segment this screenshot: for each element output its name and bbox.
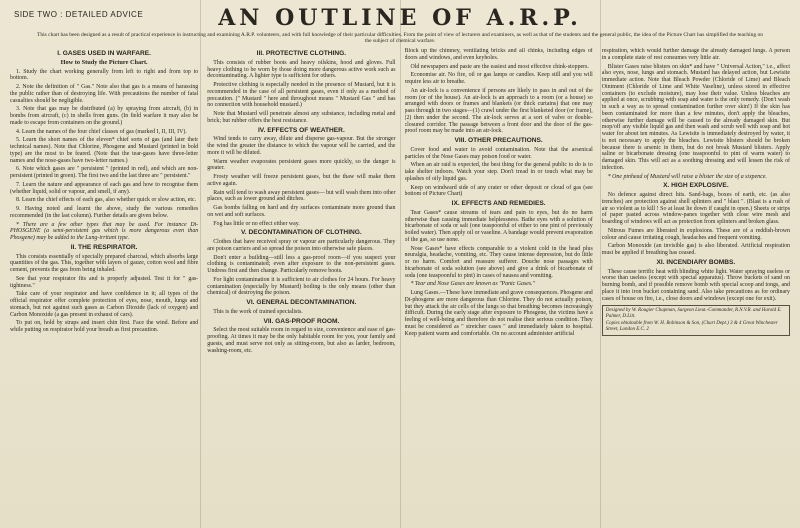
footnote: * One pinhead of Mustard will raise a blister the size of a sixpence. — [607, 173, 767, 180]
paragraph: Cover food and water to avoid contamination. Note that the arsenical particles of the Nose Gases may poison food or water. — [404, 146, 593, 160]
footnote: * There are a few other types that may be used. For instance Di-PHOSGENE (a semi-persistent gas which is more dangerous even than Phosgene) may be added to the Lung-irritant type. — [10, 221, 199, 241]
paragraph: Note that Mustard will penetrate almost any substance, including metal and brick; but rubber offers the best resistance. — [207, 111, 396, 124]
page-title: AN OUTLINE OF A.R.P. — [218, 5, 582, 31]
paragraph: 5. Learn the short names of the eleven* chief sorts of gas (and later their technical names). Note that Chlorine, Phosgene and Mustard (printed in bold type) are the most to be feared. (Note that the tear-gases have three-letter names and the nose-gases have two-letter names.) — [10, 137, 199, 164]
section-heading: XI. INCENDIARY BOMBS. — [656, 258, 736, 266]
section-heading: V. DECONTAMINATION OF CLOTHING. — [240, 229, 362, 237]
paragraph: 8. Learn the chief effects of each gas, also whether quick or slow action, etc. — [16, 197, 197, 204]
credits-box — [602, 305, 790, 336]
paragraph: Tear Gases* cause streams of tears and pain to eyes, but do no harm otherwise than causing immediate helplessness. Bathe eyes with a solution of bicarbonate of soda or salt (one teaspoonful of either to one pint of previously boiled water). Then apply oil or vaseline. A bandage would prevent evaporation of the gas, so use none. — [404, 209, 593, 243]
paragraph: This consists of rubber boots and heavy oilskins, hood and gloves. Full heavy clothing to be worn by those doing more dangerous active work such as decontaminating. A lighter type is sufficient for others. — [207, 59, 396, 80]
paragraph: An air-lock is a convenience if persons are likely to pass in and out of the room (or of the house). An air-lock is an approach to a room (or a house) so arranged with doors or frames and blankets (or thick curtains) that one may pass through in two stages—(1) crawl under the first blanketed door (or frame), (2) then under the second. The air-lock serves at a sort of valve or double-closured corridor. The passage between a front door and the door of the gas-proof room may be made into an air-lock. — [404, 87, 593, 135]
paragraph: 7. Learn the nature and appearance of each gas and how to recognise them (whether liquid, solid or vapour, and smell, if any). — [10, 181, 199, 195]
paragraph: See that your respirator fits and is properly adjusted. Test it for " gas-tightness." — [10, 275, 199, 289]
paragraph: Old newspapers and paste are the easiest and most effective chink-stoppers. — [410, 63, 589, 70]
footnote: * Tear and Nose Gases are known as "Panic Gases." — [410, 281, 536, 288]
paragraph: Frosty weather will freeze persistent gases, but the thaw will make them active again. — [207, 174, 396, 187]
paragraph: Warm weather evaporates persistent gases more quickly, so the danger is greater. — [207, 158, 396, 172]
side-label: SIDE TWO : DETAILED ADVICE — [14, 10, 144, 19]
paragraph: For light contamination it is sufficient to air clothes for 24 hours. For heavy contamination (especially by Mustard) boiling is the only means (other than chemical) of destroying the poison. — [207, 276, 396, 297]
paragraph: Don't enter a building—still less a gas-proof room—if you suspect your clothing is contaminated; even after exposure to the non-persistent gases. Undress first and then change. Particularly remove boots. — [207, 254, 396, 274]
paragraph: Wind tends to carry away, dilute and disperse gas-vapour. But the stronger the wind the greater the distance to which the vapour will be carried, and the more it will be diluted. — [207, 136, 396, 156]
paragraph: Rain will tend to wash away persistent gases— but will wash them into other places, such as lower ground and ditches. — [207, 189, 396, 203]
paragraph: This consists essentially of specially prepared charcoal, which absorbs large quantities of the gas. This, together with layers of gauze, cotton wool and fibre cement, prevents the gas from being inhaled. — [10, 253, 199, 273]
paragraph: 6. Note which gases are " persistent " (printed in red), and which are non-persistent (printed in green). The first two and the last three are " persistent." — [10, 166, 199, 179]
paragraph: Nitrous Fumes are liberated in explosions. These are of a reddish-brown colour and cause irritating cough, headaches and frequent vomiting. — [601, 227, 790, 241]
section-heading: VII. GAS-PROOF ROOM. — [263, 317, 340, 325]
paragraph: 3. Note that gas may be distributed (a) by spraying from aircraft, (b) in bombs from aircraft, (c) in shells from guns. (In field warfare it may also be made to escape from containers on the ground.) — [10, 106, 199, 126]
paragraph: Blister Gases raise blisters on skin* and have " Universal Action," i.e., affect also eyes, nose, lungs and stomach. Mustard has delayed action, but Lewisite immediate action. Note that Bleach Powder (Chloride of Lime) and Bleach Ointment (Chloride of Lime and White Vaseline), unless stored in effective containers (to exclude moisture), may lose their value. Unless bleaches are applied at once, scrubbing with soap and water is the only remedy. (Don't wash in such a way as to spread contamination further over skin!) If the skin has been contaminated for more than a few minutes, don't apply the bleaches, otherwise further damage will be caused to the already damaged skin. But mop/off any visible liquid gas and then wash and scrub well with soap and hot water for about ten minutes. As Lewisite is immediately destroyed by water, it is not necessary to apply the bleaches. Lewisite blisters should be broken because there is arsenic in them, but do not break Mustard blisters. Apply saline or bicarbonate dressing (one teaspoonful to pint of warm water) to damaged skin. This will act as a soothing dressing and will lessen the risk of infection. — [601, 63, 790, 171]
section-heading: I. GASES USED IN WARFARE. — [57, 50, 152, 57]
paragraph: These cause terrific heat with blinding white light. Water spraying useless or worse than useless (except with special apparatus). Throw buckets of sand on burning bomb, and if possible remove bomb with special scoop and tongs, and place it into iron bucket containing sand. Also take precautions as for ordinary cases of house on fire, i.e., close doors and windows (except one for exit). — [601, 268, 790, 302]
paragraph: 1. Study the chart working generally from left to right and from top to bottom. — [10, 68, 199, 82]
paragraph: Block up the chimney, ventilating bricks and all chinks, including edges of doors and windows, and even keyholes. — [404, 48, 593, 61]
fold-line — [200, 0, 201, 528]
column-3 — [405, 48, 593, 528]
column-4 — [602, 48, 790, 528]
section-heading: X. HIGH EXPLOSIVE. — [663, 182, 729, 190]
paragraph: Fog has little or no effect either way. — [213, 220, 300, 227]
paragraph: Carbon Monoxide (an invisible gas) is also liberated. Artificial respiration must be applied if breathing has ceased. — [601, 243, 790, 256]
section-heading: VI. GENERAL DECONTAMINATION. — [246, 299, 357, 306]
column-2 — [207, 48, 395, 528]
paragraph: 2. Note the definition of " Gas." Note also that gas is a means of harassing the public rather than of destroying life. With precautions the number of fatal casualties should be negligible. — [10, 84, 199, 104]
paragraph: Clothes that have received spray or vapour are particularly dangerous. They are poison carriers and so spread the poison into otherwise safe places. — [207, 239, 396, 252]
paragraph: To put on, hold by straps and insert chin first. Face the wind. Before and while putting on respirator hold your breath as first precaution. — [10, 320, 199, 333]
paragraph: Protective clothing is especially needed in the presence of Mustard, but it is recommended in the case of all persistent gases, even if only as a method of precaution. (" Mustard " here and throughout means " Mustard Gas " and has no connection with household mustard.) — [207, 82, 396, 109]
intro-paragraph: This chart has been designed as a result of practical experience in instructing and examining A.R.P. volunteers, and with full knowledge of their particular difficulties. From the point of view of lecturers and examiners, as well as that of the students and the general public, the idea of the Picture Chart has simplified the teaching on the subject of chemical warfare. — [37, 32, 763, 45]
paragraph: Take care of your respirator and have confidence in it; all types of the official respirator offer complete protection of eyes, nose, mouth, lungs and stomach, but not against such gases as Carbon Dioxide (lack of oxygen) and Carbon Monoxide (a gas present in exhaust of cars). — [10, 291, 199, 318]
paragraph: Nose Gases* have effects comparable to a violent cold in the head plus neuralgia, headache, vomiting, etc. They cause intense depression, but do little or no harm. Comfort and reassure sufferer. Douche nose passages with bicarbonate of soda solution (see above) and give a drink of bicarbonate of soda (one teaspoonful to pint) in cases of nausea and vomiting. — [404, 245, 593, 279]
paragraph: Gas bombs falling on hard and dry surfaces contaminate more ground than on wet and soft surfaces. — [207, 205, 396, 218]
paragraph: Keep on windward side of any crater or other deposit or cloud of gas (see bottom of Picture Chart) — [404, 184, 593, 198]
section-heading: III. PROTECTIVE CLOTHING. — [256, 50, 347, 57]
publisher-credit: Copies obtainable from W. H. Robinson & Son, (Chart Dept.) 3 & 4 Great Winchester Street, London E.C. 2 — [605, 321, 778, 332]
column-1 — [10, 48, 198, 528]
section-heading: IV. EFFECTS OF WEATHER. — [257, 126, 345, 134]
paragraph: Select the most suitable room in regard to size, convenience and ease of gas-proofing. At times it may be the only habitable room for you, your family and guests, and must serve not only as sitting-room, but also as larder, bedroom, washing-room, etc. — [207, 327, 396, 354]
designer-credit: Designed by W. Rougier Chapman, Surgeon Lieut.-Commander, R.N.V.R. and Harold E. Palmer, D.Litt. — [605, 308, 782, 320]
paragraph: When an air raid is expected, the best thing for the general public to do is to take shelter indoors. Watch your step. Don't tread in or touch what may be splashes of oily liquid gas. — [404, 162, 593, 182]
paragraph: Lung Gases.—These have immediate and grave consequences. Phosgene and Di-phosgene are more dangerous than Chlorine. They do not actually poison, but they attack the air cells of the lungs so that breathing becomes increasingly difficult. During the early stage after exposure to Phosgene, the victims have a feeling of well-being and therefore do not realise their serious condition. They must be considered as " stretcher cases " and immediately taken to hospital. Keep patient warm and comfortable. On no account administer artificial — [404, 290, 593, 337]
fold-line — [600, 0, 601, 528]
paragraph: 4. Learn the names of the four chief classes of gas (marked I, II, III, IV). — [16, 128, 187, 135]
paragraph: This is the work of trained specialists. — [213, 308, 303, 315]
section-heading: VIII. OTHER PRECAUTIONS. — [454, 137, 543, 144]
section-heading: IX. EFFECTS AND REMEDIES. — [451, 200, 546, 207]
paragraph: Economise air. No fire, oil or gas lamps or candles. Keep still and you will require less air to breathe. — [404, 72, 593, 85]
paragraph: No defence against direct hits. Sand-bags, boxes of earth, etc. (as also trenches) are protection against shell splinters and " blast ". (Blast is a rush of air so violent as to kill ! So at least lie down if caught in open.) Sheets or strips of paper pasted across window-panes together with close wire mesh and boarding of windows will act as protection from splinters and broken glass. — [601, 192, 790, 225]
sub-heading: How to Study the Picture Chart. — [60, 58, 148, 66]
paragraph: 9. Having noted and learnt the above, study the various remedies recommended (in the last column). Further details are given below. — [10, 206, 199, 219]
header — [10, 5, 790, 45]
section-heading: II. THE RESPIRATOR. — [70, 243, 138, 251]
fold-line — [400, 0, 401, 528]
paragraph: respiration, which would further damage the already damaged lungs. A person in a complete state of rest consumes very little air. — [601, 48, 790, 61]
